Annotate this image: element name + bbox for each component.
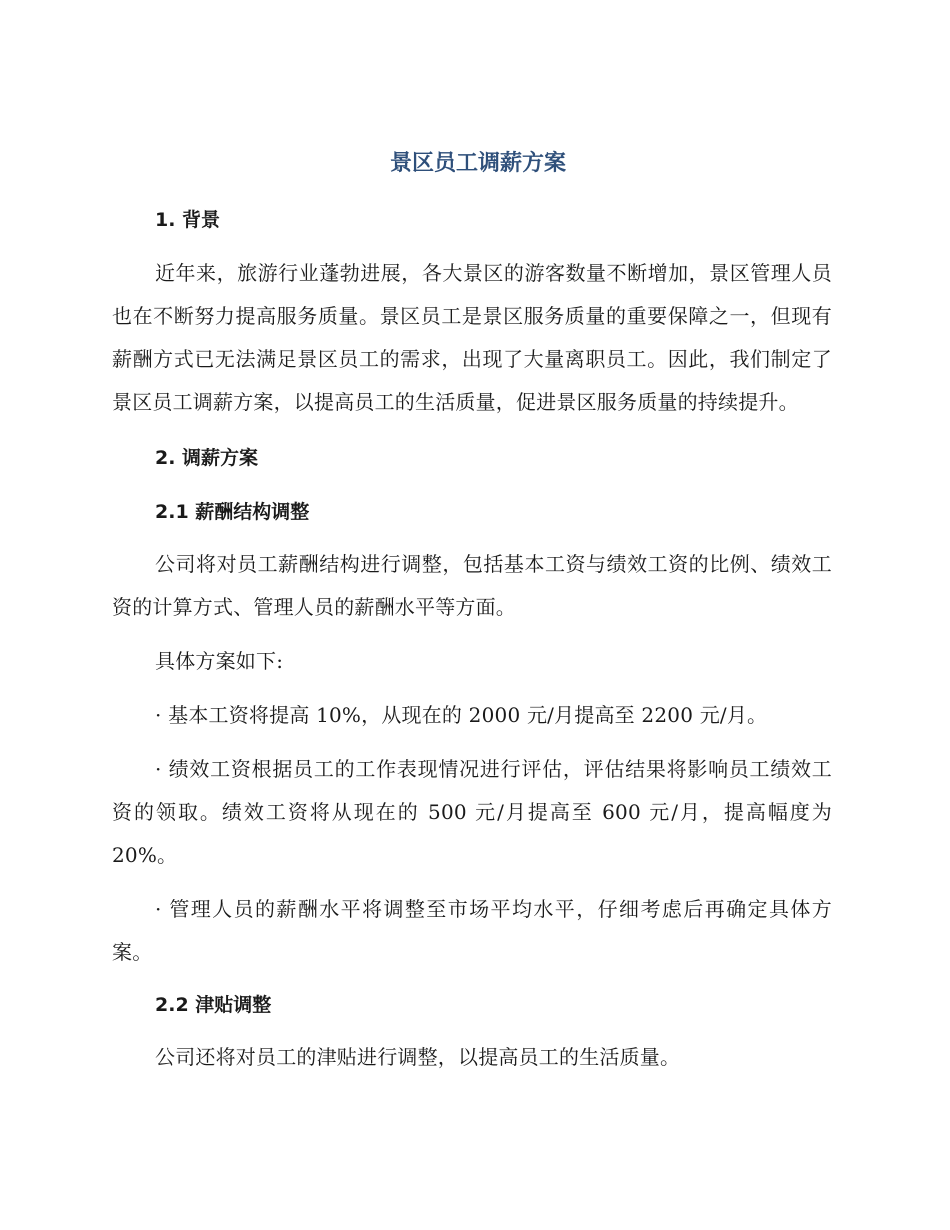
spacer [112,1025,832,1036]
salary-structure-paragraph: 公司将对员工薪酬结构进行调整，包括基本工资与绩效工资的比例、绩效工资的计算方式、管理人员的薪酬水平等方面。 [112,552,832,619]
spacer [112,737,832,748]
spacer [112,877,832,888]
background-paragraph: 近年来，旅游行业蓬勃进展，各大景区的游客数量不断增加，景区管理人员也在不断努力提高服务质量。景区员工是景区服务质量的重要保障之一，但现有薪酬方式已无法满足景区员工的需求，出现了大量离职员工。因此，我们制定了景区员工调薪方案，以提高员工的生活质量，促进景区服务质量的持续提升。 [112,261,832,414]
allowance-paragraph: 公司还将对员工的津贴进行调整，以提高员工的生活质量。 [155,1045,681,1069]
bullet-performance-salary: · 绩效工资根据员工的工作表现情况进行评估，评估结果将影响员工绩效工资的领取。绩效工资将从现在的 500 元/月提高至 600 元/月，提高幅度为 20%。 [112,757,832,867]
spacer [112,974,832,985]
section-heading-background: 1. 背景 [155,209,221,231]
document-body [112,140,832,1079]
subsection-heading-allowance: 2.2 津贴调整 [155,994,272,1016]
spacer [112,629,832,640]
plan-intro: 具体方案如下: [155,649,284,673]
spacer [112,532,832,543]
bullet-management-salary: · 管理人员的薪酬水平将调整至市场平均水平，仔细考虑后再确定具体方案。 [112,897,832,964]
subsection-heading-salary-structure: 2.1 薪酬结构调整 [155,501,310,523]
document-title: 景区员工调薪方案 [389,151,566,176]
spacer [112,188,832,200]
spacer [112,424,832,438]
spacer [112,478,832,492]
section-heading-plan: 2. 调薪方案 [155,447,259,469]
bullet-basic-salary: · 基本工资将提高 10%，从现在的 2000 元/月提高至 2200 元/月。 [155,703,768,727]
spacer [112,683,832,694]
spacer [112,240,832,252]
